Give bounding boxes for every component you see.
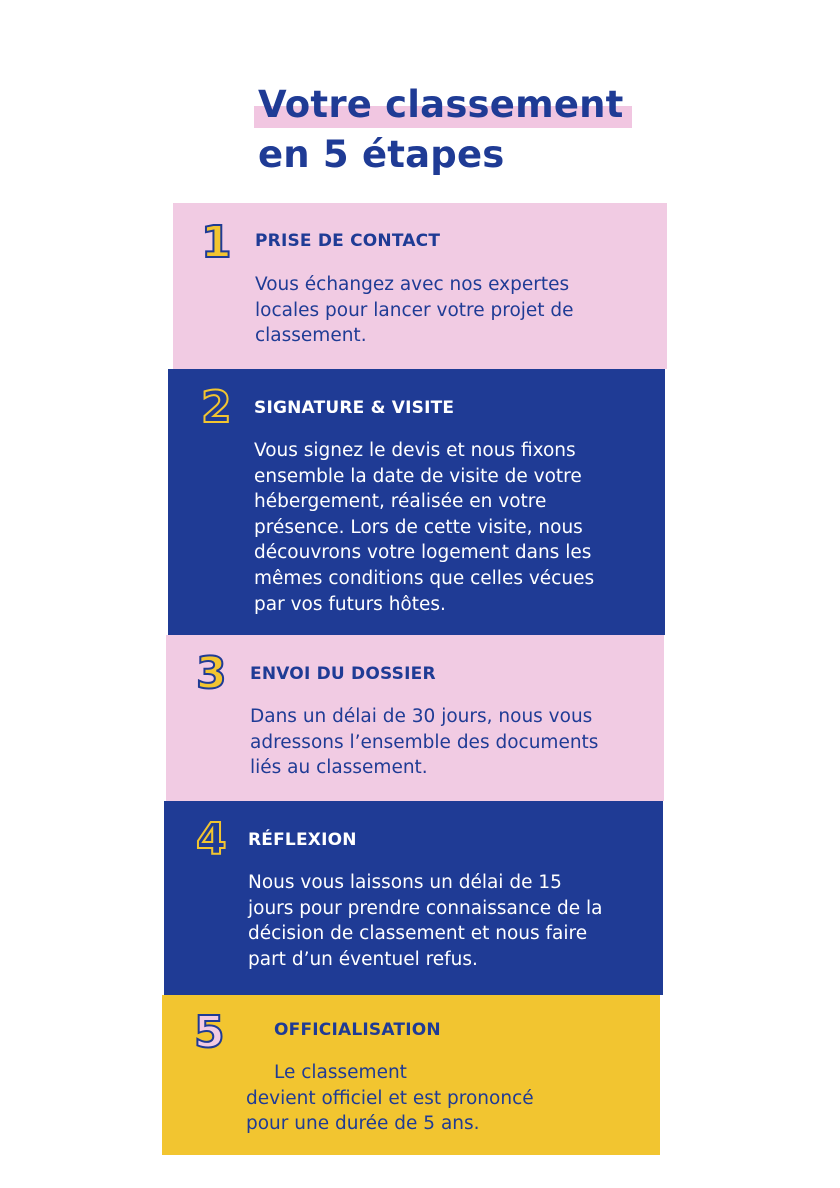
step-number-4: 4: [196, 814, 227, 865]
body-line: locales pour lancer votre projet de: [255, 299, 574, 321]
body-line: décision de classement et nous faire: [248, 923, 588, 945]
body-line: ensemble la date de visite de votre: [254, 465, 582, 487]
step-title-5: OFFICIALISATION: [274, 1020, 441, 1040]
title-line-2: en 5 étapes: [258, 133, 505, 176]
step-5-panel: [162, 995, 660, 1155]
step-body-1: [255, 272, 574, 349]
body-line: mêmes conditions que celles vécues: [254, 567, 595, 589]
step-number-2: 2: [201, 382, 232, 433]
body-line: Dans un délai de 30 jours, nous vous: [250, 706, 593, 727]
title-line-1: Votre classement: [258, 80, 624, 130]
body-line: part d’un éventuel refus.: [248, 948, 478, 970]
body-line: Vous signez le devis et nous fixons: [254, 440, 576, 461]
body-line: classement.: [255, 325, 367, 347]
step-title-4: RÉFLEXION: [248, 830, 357, 850]
body-line: Le classement: [274, 1062, 407, 1083]
step-body-4: [248, 870, 603, 972]
body-line: jours pour prendre connaissance de la: [248, 897, 603, 919]
body-line: présence. Lors de cette visite, nous: [254, 516, 583, 538]
body-line: Vous échangez avec nos expertes: [255, 274, 570, 295]
body-line: liés au classement.: [250, 757, 428, 779]
body-line: découvrons votre logement dans les: [254, 542, 592, 564]
body-line: par vos futurs hôtes.: [254, 593, 446, 615]
step-4-panel: [164, 801, 663, 995]
step-title-3: ENVOI DU DOSSIER: [250, 664, 436, 684]
body-line: hébergement, réalisée en votre: [254, 491, 547, 513]
step-title-2: SIGNATURE & VISITE: [254, 398, 455, 418]
step-title-1: PRISE DE CONTACT: [255, 231, 441, 251]
step-number-5: 5: [194, 1007, 225, 1058]
step-3-panel: [166, 635, 664, 801]
step-body-3: [250, 704, 598, 781]
step-number-3: 3: [196, 648, 227, 699]
step-body-5: [246, 1060, 534, 1137]
body-line: pour une durée de 5 ans.: [246, 1113, 480, 1135]
body-line: Nous vous laissons un délai de 15: [248, 872, 562, 893]
step-body-2: [254, 438, 594, 617]
step-1-panel: [173, 203, 667, 369]
body-line: adressons l’ensemble des documents: [250, 731, 599, 753]
page-title: [258, 80, 624, 180]
body-line: devient officiel et est prononcé: [246, 1087, 534, 1109]
step-2-panel: [168, 369, 665, 635]
step-number-1: 1: [201, 217, 232, 268]
